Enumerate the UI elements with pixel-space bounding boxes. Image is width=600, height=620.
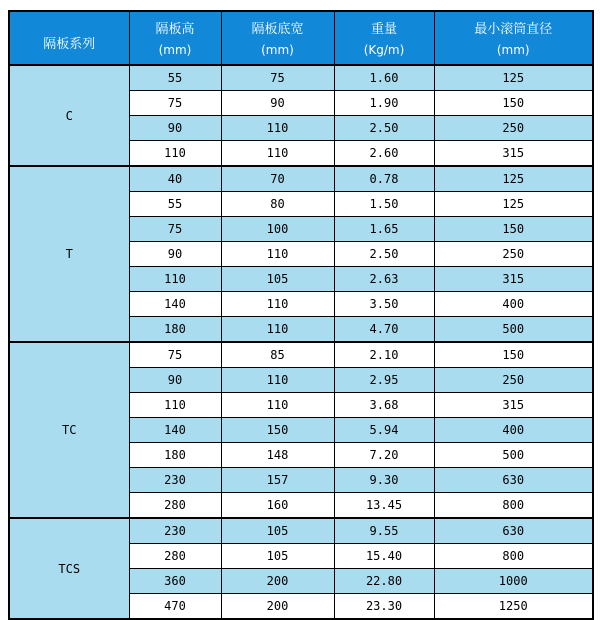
table-cell: 110 (221, 116, 334, 141)
table-cell: 800 (434, 493, 593, 519)
col-header-bottom-width-label: 隔板底宽 (251, 21, 304, 37)
table-cell: 0.78 (334, 166, 434, 192)
col-header-weight (334, 11, 434, 65)
table-cell: 360 (129, 569, 221, 594)
table-cell: 2.50 (334, 242, 434, 267)
table-cell: 150 (221, 418, 334, 443)
table-cell: 75 (221, 65, 334, 91)
table-cell: 110 (129, 267, 221, 292)
series-group-cell: TCS (9, 518, 129, 619)
table-cell: 2.63 (334, 267, 434, 292)
table-cell: 125 (434, 192, 593, 217)
table-cell: 250 (434, 242, 593, 267)
table-cell: 75 (129, 342, 221, 368)
table-cell: 70 (221, 166, 334, 192)
table-cell: 40 (129, 166, 221, 192)
table-cell: 200 (221, 594, 334, 620)
table-cell: 250 (434, 368, 593, 393)
table-cell: 105 (221, 267, 334, 292)
table-cell: 110 (221, 368, 334, 393)
col-header-height-unit: (mm) (158, 42, 192, 57)
table-cell: 110 (129, 393, 221, 418)
table-row (9, 518, 593, 544)
table-cell: 3.50 (334, 292, 434, 317)
table-cell: 630 (434, 518, 593, 544)
table-cell: 75 (129, 91, 221, 116)
table-cell: 140 (129, 418, 221, 443)
table-cell: 125 (434, 65, 593, 91)
table-cell: 157 (221, 468, 334, 493)
series-group-cell: T (9, 166, 129, 342)
table-cell: 150 (434, 342, 593, 368)
table-cell: 1.65 (334, 217, 434, 242)
table-cell: 1250 (434, 594, 593, 620)
table-cell: 400 (434, 292, 593, 317)
table-cell: 800 (434, 544, 593, 569)
col-header-bottom-width (221, 11, 334, 65)
series-group-cell: C (9, 65, 129, 166)
table-cell: 85 (221, 342, 334, 368)
table-cell: 90 (129, 116, 221, 141)
table-cell: 1.60 (334, 65, 434, 91)
table-cell: 9.55 (334, 518, 434, 544)
table-cell: 230 (129, 518, 221, 544)
table-cell: 105 (221, 518, 334, 544)
table-cell: 180 (129, 317, 221, 343)
table-cell: 100 (221, 217, 334, 242)
table-cell: 2.95 (334, 368, 434, 393)
col-header-weight-label: 重量 (370, 21, 397, 37)
col-header-series (9, 11, 129, 65)
table-cell: 110 (221, 393, 334, 418)
table-cell: 200 (221, 569, 334, 594)
table-cell: 90 (129, 368, 221, 393)
table-cell: 2.50 (334, 116, 434, 141)
table-cell: 230 (129, 468, 221, 493)
table-cell: 22.80 (334, 569, 434, 594)
table-cell: 160 (221, 493, 334, 519)
table-cell: 5.94 (334, 418, 434, 443)
table-cell: 13.45 (334, 493, 434, 519)
table-header (9, 11, 593, 65)
table-cell: 110 (221, 317, 334, 343)
table-cell: 55 (129, 192, 221, 217)
table-cell: 250 (434, 116, 593, 141)
table-row (9, 166, 593, 192)
spec-table (8, 10, 594, 620)
col-header-series-label: 隔板系列 (43, 36, 96, 52)
spec-table-container (8, 10, 592, 613)
col-header-height-label: 隔板高 (155, 21, 195, 37)
table-cell: 148 (221, 443, 334, 468)
table-cell: 1000 (434, 569, 593, 594)
table-cell: 180 (129, 443, 221, 468)
table-cell: 630 (434, 468, 593, 493)
table-cell: 110 (221, 141, 334, 167)
table-cell: 2.60 (334, 141, 434, 167)
table-cell: 315 (434, 393, 593, 418)
table-cell: 315 (434, 267, 593, 292)
table-cell: 7.20 (334, 443, 434, 468)
table-cell: 110 (221, 242, 334, 267)
table-cell: 280 (129, 544, 221, 569)
col-header-bottom-width-unit: (mm) (261, 42, 294, 57)
table-row (9, 65, 593, 91)
header-row (9, 11, 593, 65)
table-cell: 110 (129, 141, 221, 167)
table-cell: 55 (129, 65, 221, 91)
col-header-height (129, 11, 221, 65)
table-cell: 150 (434, 217, 593, 242)
table-cell: 4.70 (334, 317, 434, 343)
table-cell: 75 (129, 217, 221, 242)
table-cell: 90 (221, 91, 334, 116)
col-header-min-drum-diameter-label: 最小滚筒直径 (474, 21, 553, 37)
table-cell: 110 (221, 292, 334, 317)
table-cell: 1.90 (334, 91, 434, 116)
table-body (9, 65, 593, 619)
col-header-weight-unit: (Kg/m) (363, 42, 405, 57)
table-cell: 80 (221, 192, 334, 217)
table-cell: 400 (434, 418, 593, 443)
table-cell: 500 (434, 317, 593, 343)
col-header-min-drum-diameter (434, 11, 593, 65)
table-cell: 105 (221, 544, 334, 569)
table-cell: 280 (129, 493, 221, 519)
table-cell: 15.40 (334, 544, 434, 569)
table-cell: 140 (129, 292, 221, 317)
table-cell: 150 (434, 91, 593, 116)
table-cell: 125 (434, 166, 593, 192)
series-group-cell: TC (9, 342, 129, 518)
table-cell: 500 (434, 443, 593, 468)
table-cell: 9.30 (334, 468, 434, 493)
col-header-min-drum-diameter-unit: (mm) (496, 42, 530, 57)
table-row (9, 342, 593, 368)
table-cell: 2.10 (334, 342, 434, 368)
table-cell: 1.50 (334, 192, 434, 217)
table-cell: 23.30 (334, 594, 434, 620)
table-cell: 3.68 (334, 393, 434, 418)
table-cell: 315 (434, 141, 593, 167)
table-cell: 90 (129, 242, 221, 267)
table-cell: 470 (129, 594, 221, 620)
